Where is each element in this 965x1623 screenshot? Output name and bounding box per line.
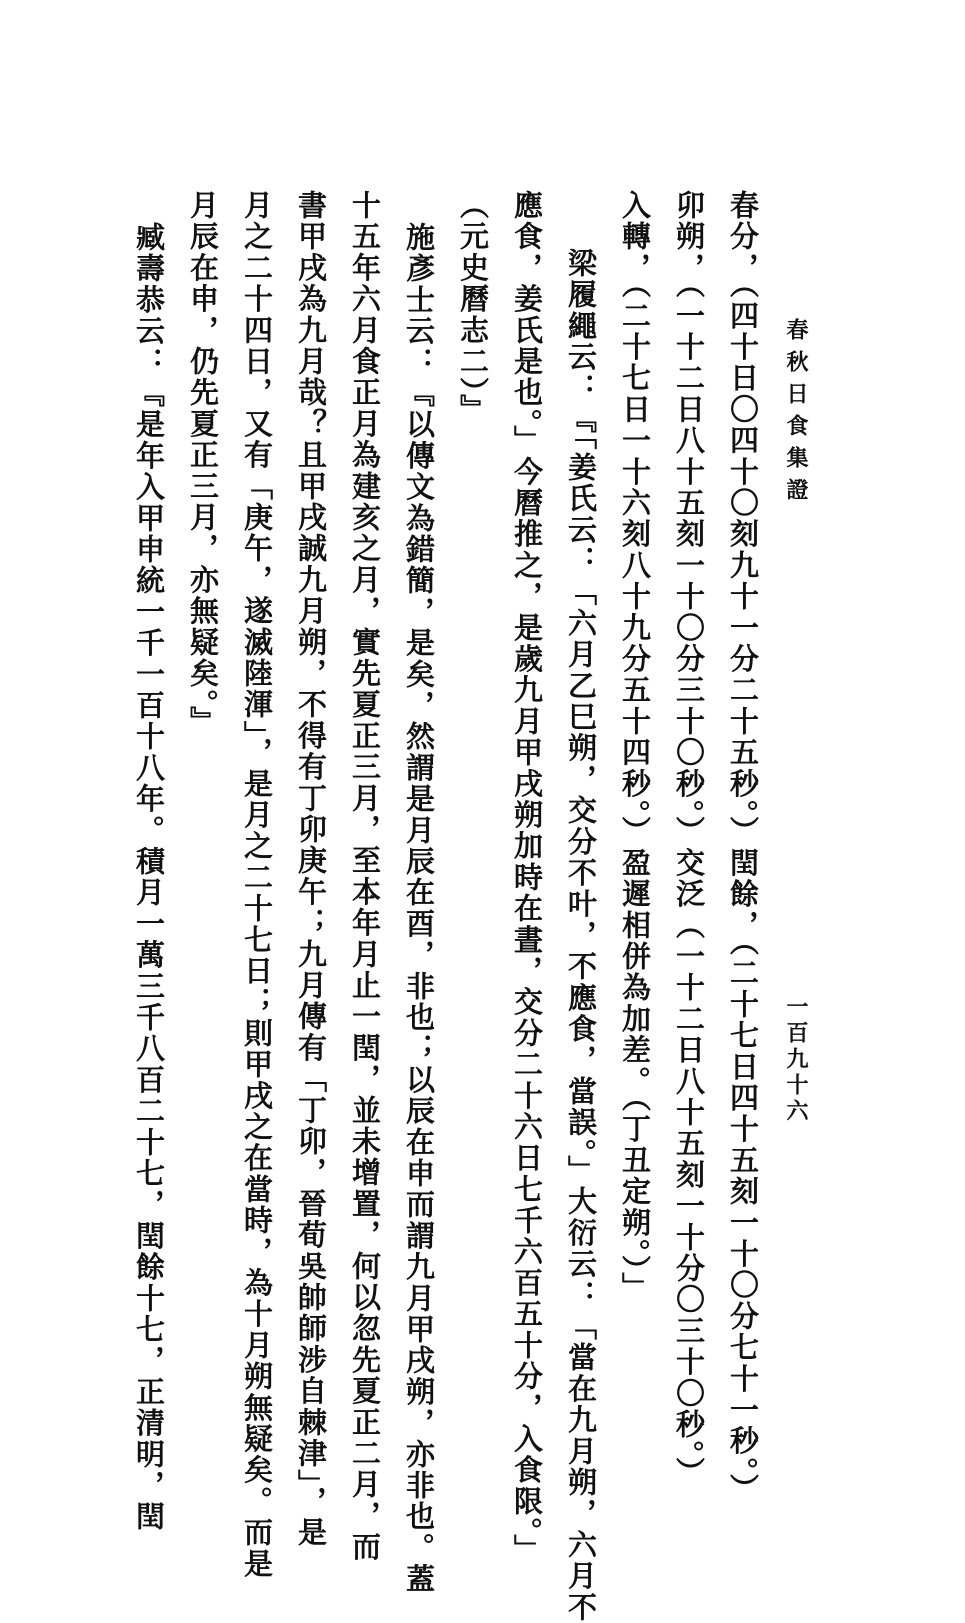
running-title: 春秋日食集證	[783, 318, 809, 510]
text-column-7: 施彥士云：『以傳文為錯簡，是矣，然謂是月辰在酉，非也；以辰在申而謂九月甲戌朔，亦非也。蓋	[402, 222, 436, 1595]
text-column-5: 應食，姜氏是也。」今曆推之，是歲九月甲戌朔加時在晝，交分二十六日七千六百五十分，入食限。」	[510, 190, 544, 1565]
page-number: 一百九十六	[783, 995, 809, 1125]
text-column-3: 入轉，（二十七日一十六刻八十九分五十四秒。）盈遲相併為加差。（丁丑定朔。）」	[618, 190, 652, 1304]
text-column-4: 梁履繩云：『「姜氏云：「六月乙巳朔，交分不叶，不應食，當誤。」大衍云：「當在九月朔，六月不	[564, 248, 598, 1623]
text-column-11: 月辰在申，仍先夏正三月，亦無疑矣。』	[186, 190, 220, 738]
body-text	[120, 190, 770, 1623]
text-column-6: （元史曆志二）』	[456, 190, 490, 426]
text-column-8: 十五年六月食正月為建亥之月，實先夏正三月，至本年月止一閏，並未增置，何以忽先夏正二月，而	[348, 190, 382, 1563]
text-column-2: 卯朔，（一十二日八十五刻一十〇分三十〇秒。）交泛（一十二日八十五刻一十分〇三十〇秒。）	[672, 190, 706, 1489]
text-column-10: 月之二十四日，又有「庚午，遂滅陸渾」，是月之二十七日；則甲戌之在當時，為十月朔無疑矣。而是	[240, 190, 274, 1580]
text-column-9: 書甲戌為九月哉？且甲戌誠九月朔，不得有丁卯庚午；九月傳有「丁卯，晉荀吳帥師涉自棘津」，是	[294, 190, 328, 1549]
text-column-12: 臧壽恭云：『是年入甲申統一千一百十八年。積月一萬三千八百二十七，閏餘十七，正清明，閏	[132, 222, 166, 1533]
text-column-1: 春分，（四十日〇四十〇刻九十一分二十五秒。）閏餘，（二十七日四十五刻一十〇分七十一秒。）	[726, 190, 760, 1505]
